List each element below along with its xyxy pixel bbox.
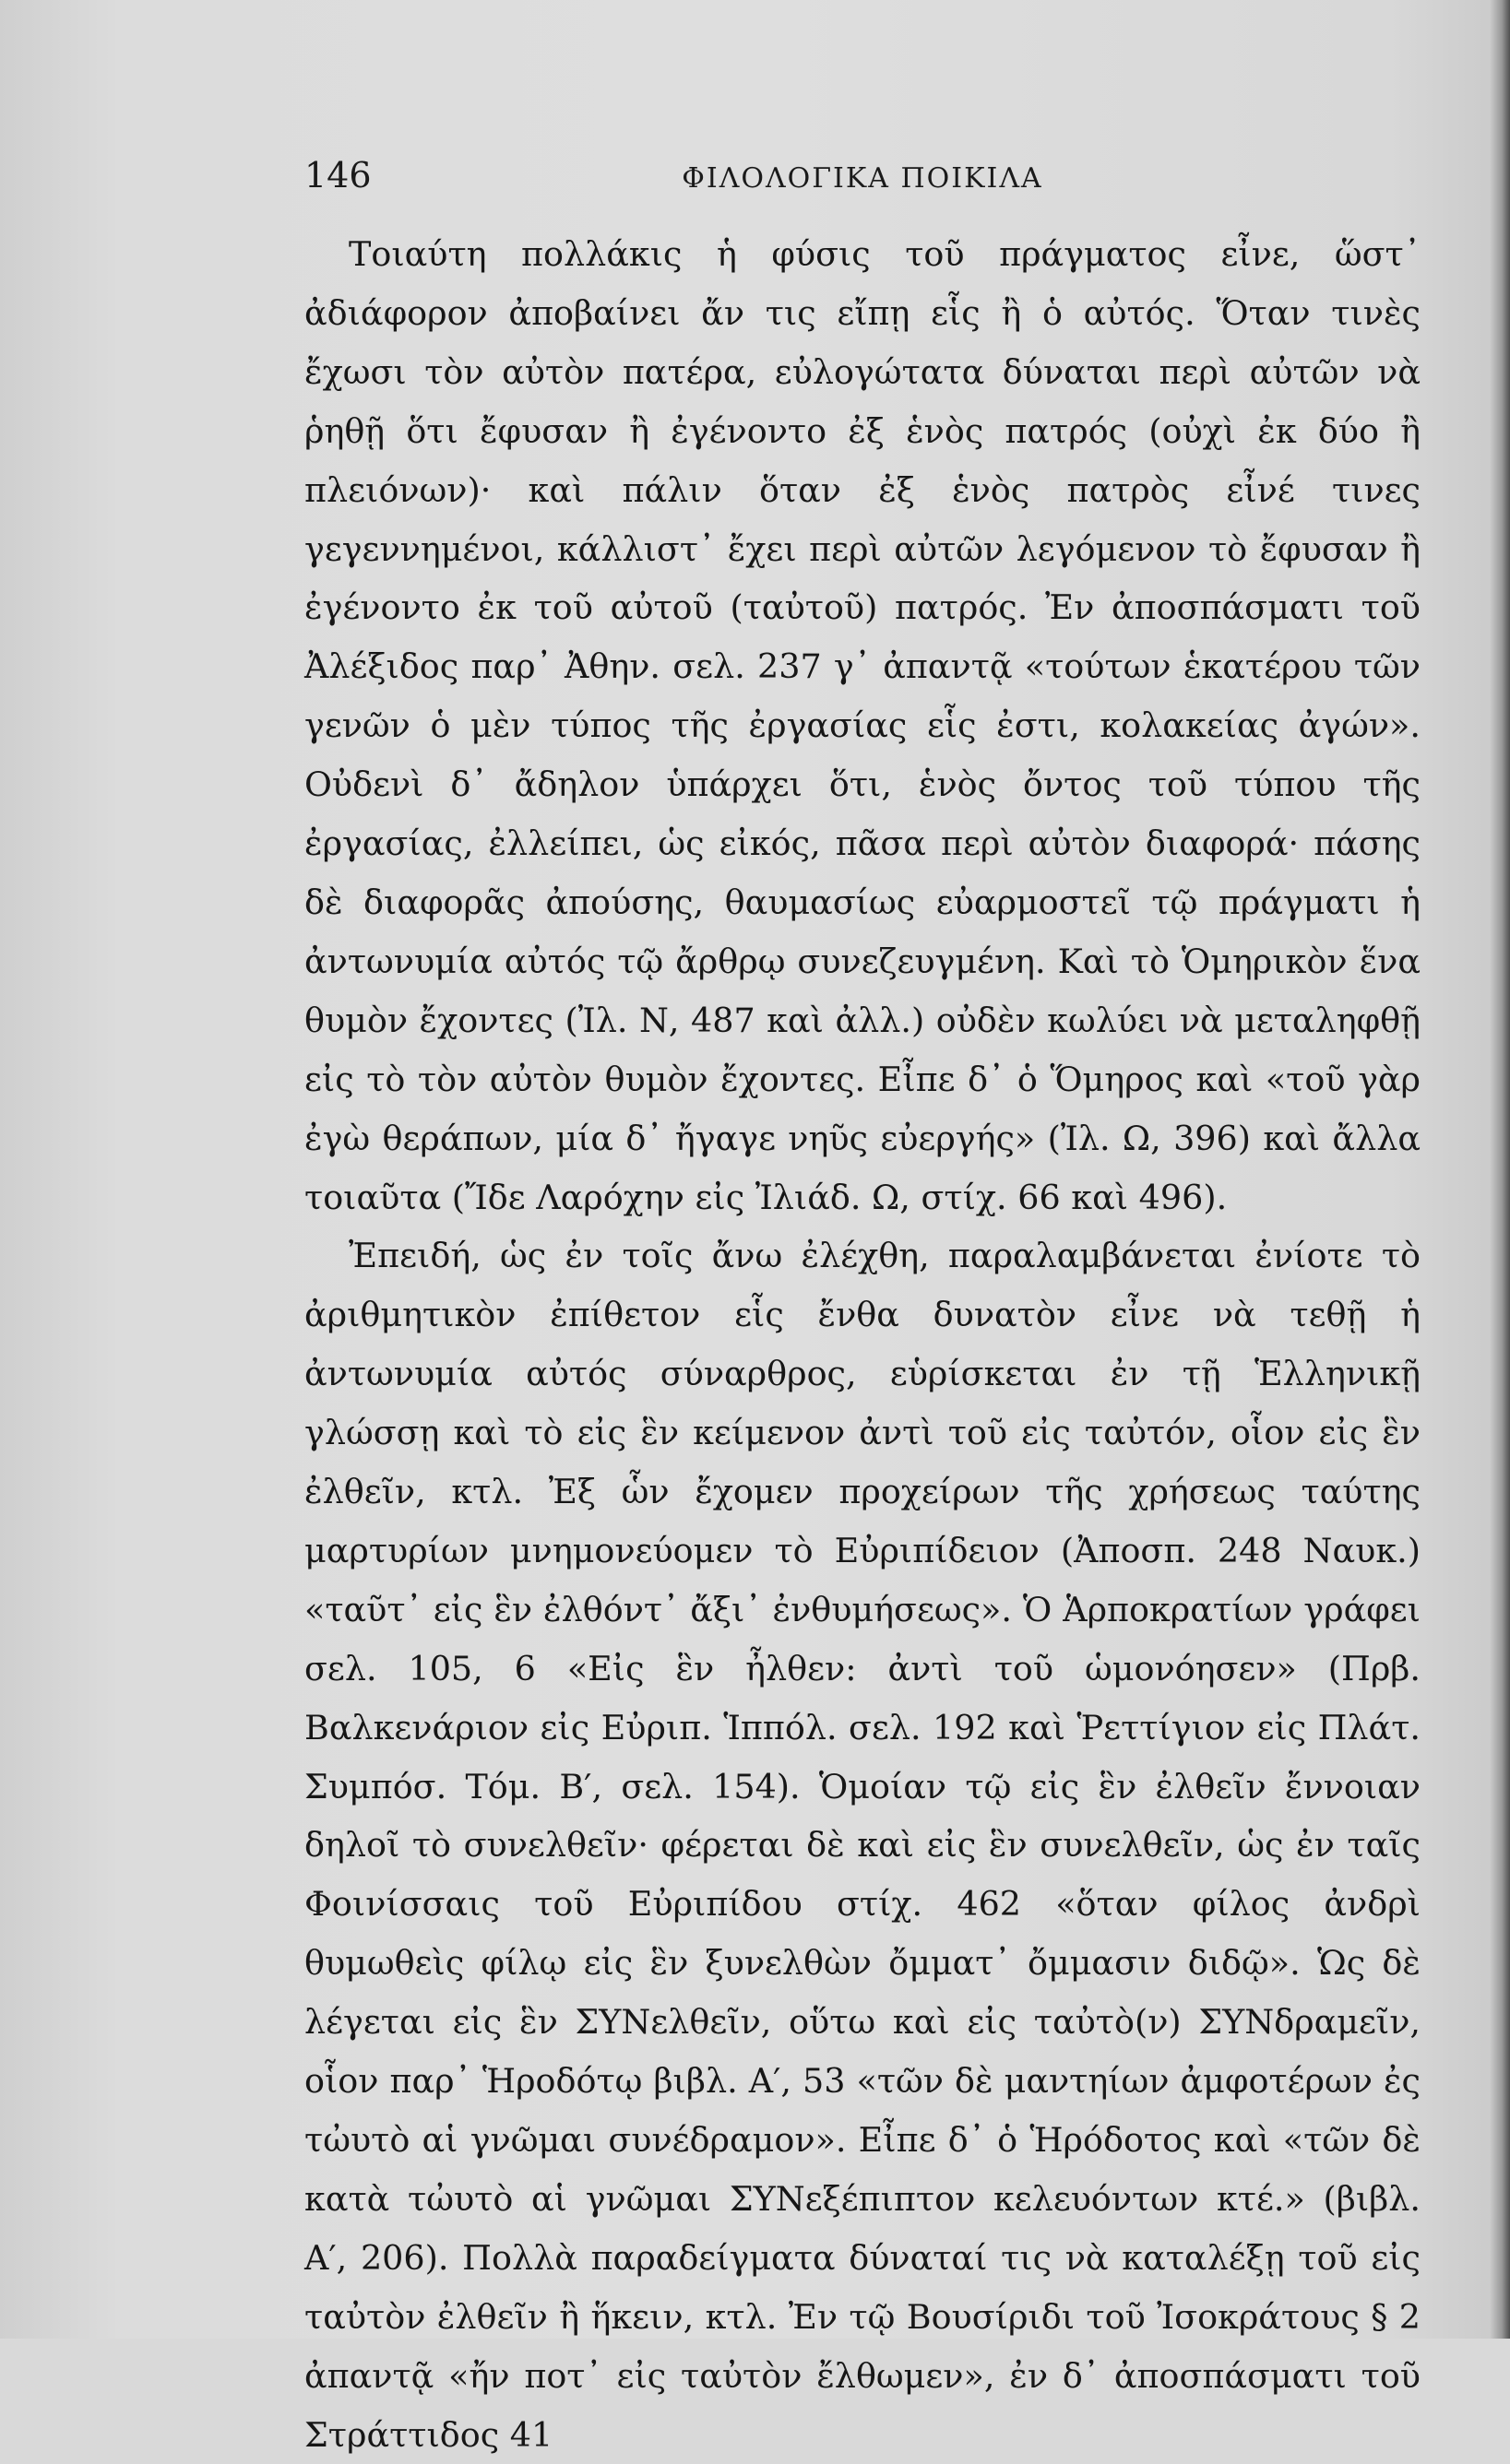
page-header — [304, 155, 1421, 210]
running-title: ΦΙΛΟΛΟΓΙΚΑ ΠΟΙΚΙΛΑ — [682, 162, 1043, 195]
page-edge-shadow — [1490, 0, 1510, 2339]
paragraph: Τοιαύτη πολλάκις ἡ φύσις τοῦ πράγματος εἶνε, ὥστ᾽ ἀδιάφορον ἀποβαίνει ἄν τις εἴπῃ εἷς ἢ ὁ αὐτός. Ὅταν τινὲς ἔχωσι τὸν αὐτὸν πατέρα, εὐλογώτατα δύναται περὶ αὐτῶν νὰ ῥηθῇ ὅτι ἔφυσαν ἢ ἐγένοντο ἐξ ἑνὸς πατρός (οὐχὶ ἐκ δύο ἢ πλειόνων)· καὶ πάλιν ὅταν ἐξ ἑνὸς πατρὸς εἶνέ τινες γεγεννημένοι, κάλλιστ᾽ ἔχει περὶ αὐτῶν λεγόμενον τὸ ἔφυσαν ἢ ἐγένοντο ἐκ τοῦ αὐτοῦ (ταὐτοῦ) πατρός. Ἐν ἀποσπάσματι τοῦ Ἀλέξιδος παρ᾽ Ἀθην. σελ. 237 γ᾽ ἀπαντᾷ «τούτων ἑκατέρου τῶν γενῶν ὁ μὲν τύπος τῆς ἐργασίας εἷς ἐστι, κολακείας ἀγών». Οὐδενὶ δ᾽ ἄδηλον ὑπάρχει ὅτι, ἑνὸς ὄντος τοῦ τύπου τῆς ἐργασίας, ἐλλείπει, ὡς εἰκός, πᾶσα περὶ αὐτὸν διαφορά· πάσης δὲ διαφορᾶς ἀπούσης, θαυμασίως εὐαρμοστεῖ τῷ πράγματι ἡ ἀντωνυμία αὐτός τῷ ἄρθρῳ συνεζευγμένη. Καὶ τὸ Ὁμηρικὸν ἕνα θυμὸν ἔχοντες (Ἰλ. Ν, 487 καὶ ἀλλ.) οὐδὲν κωλύει νὰ μεταληφθῇ εἰς τὸ τὸν αὐτὸν θυμὸν ἔχοντες. Εἶπε δ᾽ ὁ Ὅμηρος καὶ «τοῦ γὰρ ἐγὼ θεράπων, μία δ᾽ ἤγαγε νηῦς εὐεργής» (Ἰλ. Ω, 396) καὶ ἄλλα τοιαῦτα (Ἴδε Λαρόχην εἰς Ἰλιάδ. Ω, στίχ. 66 καὶ 496). — [304, 234, 1421, 1217]
page-number: 146 — [304, 155, 372, 195]
paragraph: Ἐπειδή, ὡς ἐν τοῖς ἄνω ἐλέχθη, παραλαμβάνεται ἐνίοτε τὸ ἀριθμητικὸν ἐπίθετον εἷς ἔνθα δυνατὸν εἶνε νὰ τεθῇ ἡ ἀντωνυμία αὐτός σύναρθρος, εὑρίσκεται ἐν τῇ Ἑλληνικῇ γλώσσῃ καὶ τὸ εἰς ἓν κείμενον ἀντὶ τοῦ εἰς ταὐτόν, οἷον εἰς ἓν ἐλθεῖν, κτλ. Ἐξ ὧν ἔχομεν προχείρων τῆς χρήσεως ταύτης μαρτυρίων μνημονεύομεν τὸ Εὐριπίδειον (Ἀποσπ. 248 Ναυκ.) «ταῦτ᾽ εἰς ἓν ἐλθόντ᾽ ἄξι᾽ ἐνθυμήσεως». Ὁ Ἁρποκρατίων γράφει σελ. 105, 6 «Εἰς ἓν ἦλθεν: ἀντὶ τοῦ ὡμονόησεν» (Πρβ. Βαλκενάριον εἰς Εὐριπ. Ἱππόλ. σελ. 192 καὶ Ῥεττίγιον εἰς Πλάτ. Συμπόσ. Τόμ. Β′, σελ. 154). Ὁμοίαν τῷ εἰς ἓν ἐλθεῖν ἔννοιαν δηλοῖ τὸ συνελθεῖν· φέρεται δὲ καὶ εἰς ἓν συνελθεῖν, ὡς ἐν ταῖς Φοινίσσαις τοῦ Εὐριπίδου στίχ. 462 «ὅταν φίλος ἀνδρὶ θυμωθεὶς φίλῳ εἰς ἓν ξυνελθὼν ὄμματ᾽ ὄμμασιν διδῷ». Ὡς δὲ λέγεται εἰς ἓν ΣΥΝελθεῖν, οὕτω καὶ εἰς ταὐτὸ(ν) ΣΥΝδραμεῖν, οἷον παρ᾽ Ἡροδότῳ βιβλ. Α′, 53 «τῶν δὲ μαντηίων ἀμφοτέρων ἐς τὠυτὸ αἱ γνῶμαι συνέδραμον». Εἶπε δ᾽ ὁ Ἡρόδοτος καὶ «τῶν δὲ κατὰ τὠυτὸ αἱ γνῶμαι ΣΥΝεξέπιπτον κελευόντων κτέ.» (βιβλ. Α′, 206). Πολλὰ παραδείγματα δύναταί τις νὰ καταλέξῃ τοῦ εἰς ταὐτὸν ἐλθεῖν ἢ ἥκειν, κτλ. Ἐν τῷ Βουσίριδι τοῦ Ἰσοκράτους § 2 ἀπαντᾷ «ἤν ποτ᾽ εἰς ταὐτὸν ἔλθωμεν», ἐν δ᾽ ἀποσπάσματι τοῦ Στράττιδος 41 — [304, 1236, 1421, 2455]
body-text — [304, 225, 1421, 2464]
